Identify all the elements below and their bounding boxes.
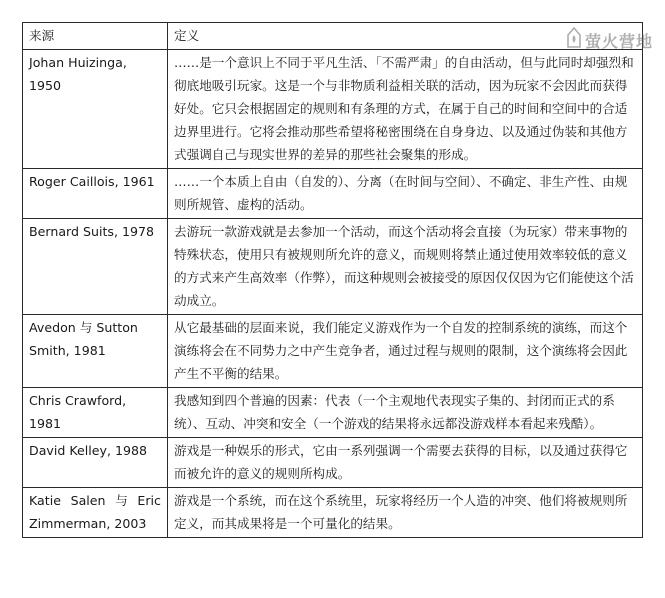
table-row <box>23 50 643 169</box>
watermark-text: 萤火营地 <box>585 31 654 51</box>
definition-cell: 游戏是一个系统，而在这个系统里，玩家将经历一个人造的冲突、他们将被规则所定义，而其成果将是一个可量化的结果。 <box>168 488 643 538</box>
source-cell <box>23 488 168 538</box>
source-cell: Roger Caillois, 1961 <box>23 169 168 219</box>
source-word: Katie <box>29 493 61 508</box>
header-source: 来源 <box>23 23 168 50</box>
definition-cell: 去游玩一款游戏就是去参加一个活动，而这个活动将会直接（为玩家）带来事物的特殊状态，使用只有被规则所允许的意义，而规则将禁止通过使用效率较低的意义的方式来产生高效率（作弊），而这种规则会被接受的原因仅仅因为它们能使这个活动成立。 <box>168 219 643 315</box>
source-word: Salen <box>70 493 106 508</box>
definitions-table <box>22 22 643 538</box>
table-row <box>23 169 643 219</box>
table-row <box>23 388 643 438</box>
header-definition: 定义 <box>168 23 643 50</box>
source-cell: Johan Huizinga, 1950 <box>23 50 168 169</box>
definition-cell: 从它最基础的层面来说，我们能定义游戏作为一个自发的控制系统的演练，而这个演练将会在不同势力之中产生竞争者，通过过程与规则的限制，这个演练将会因此产生不平衡的结果。 <box>168 315 643 388</box>
source-cell: Avedon 与 Sutton Smith, 1981 <box>23 315 168 388</box>
table-row <box>23 488 643 538</box>
source-word: 与 <box>115 493 128 508</box>
source-line-1 <box>29 489 161 512</box>
table-row <box>23 438 643 488</box>
definition-cell: 我感知到四个普遍的因素：代表（一个主观地代表现实子集的、封闭而正式的系统）、互动、冲突和安全（一个游戏的结果将永远都没游戏样本看起来残酷）。 <box>168 388 643 438</box>
definition-cell: ……是一个意识上不同于平凡生活、「不需严肃」的自由活动，但与此同时却强烈和彻底地吸引玩家。这是一个与非物质利益相关联的活动，因为玩家不会因此而获得好处。它只会根据固定的规则和有条理的方式，在属于自己的时间和空间中的合适边界里进行。它将会推动那些希望将秘密围绕在自身身边、以及通过伪装和其他方式强调自己与现实世界的差异的那些社会聚集的形成。 <box>168 50 643 169</box>
source-cell: Bernard Suits, 1978 <box>23 219 168 315</box>
source-word: Eric <box>137 493 161 508</box>
definition-cell: ……一个本质上自由（自发的）、分离（在时间与空间）、不确定、非生产性、由规则所规管、虚构的活动。 <box>168 169 643 219</box>
definition-cell: 游戏是一种娱乐的形式，它由一系列强调一个需要去获得的目标，以及通过获得它而被允许的意义的规则所构成。 <box>168 438 643 488</box>
table-row <box>23 219 643 315</box>
source-cell: David Kelley, 1988 <box>23 438 168 488</box>
table-header-row <box>23 23 643 50</box>
source-cell: Chris Crawford, 1981 <box>23 388 168 438</box>
table-row <box>23 315 643 388</box>
source-line-2: Zimmerman, 2003 <box>29 516 147 531</box>
